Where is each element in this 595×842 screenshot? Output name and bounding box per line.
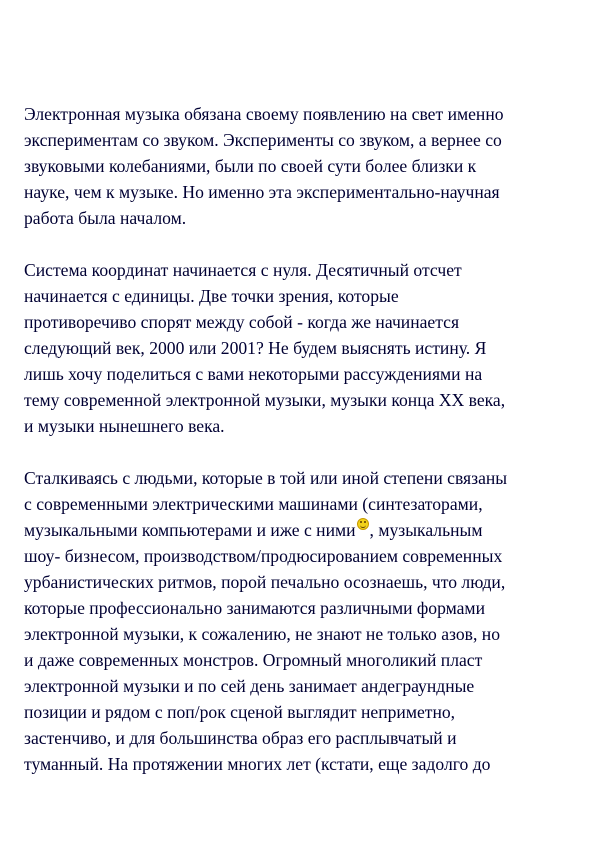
text-line: противоречиво спорят между собой - когда же начинается <box>24 312 460 332</box>
text-line: Система координат начинается с нуля. Десятичный отсчет <box>24 260 462 280</box>
text-line: которые профессионально занимаются различными формами <box>24 598 485 618</box>
text-line: и даже современных монстров. Огромный многоликий пласт <box>24 650 483 670</box>
text-fragment: музыкальными компьютерами и иже с ними <box>24 520 356 540</box>
paragraph-2 <box>24 257 576 439</box>
text-fragment: , музыкальным <box>369 520 483 540</box>
text-line: позиции и рядом с поп/рок сценой выглядит неприметно, <box>24 702 456 722</box>
paragraph-3 <box>24 465 576 777</box>
text-line: электронной музыки и по сей день занимает андеграундные <box>24 676 475 696</box>
text-line: лишь хочу поделиться с вами некоторыми рассуждениями на <box>24 364 483 384</box>
text-line: с современными электрическими машинами (синтезаторами, <box>24 494 483 514</box>
text-line: работа была началом. <box>24 208 187 228</box>
text-line: науке, чем к музыке. Но именно эта экспериментально-научная <box>24 182 500 202</box>
text-line: и музыки нынешнего века. <box>24 416 225 436</box>
text-line: шоу- бизнесом, производством/продюсированием современных <box>24 546 503 566</box>
text-line: туманный. На протяжении многих лет (кстати, еще задолго до <box>24 754 491 774</box>
text-line: экспериментам со звуком. Эксперименты со звуком, а вернее со <box>24 130 502 150</box>
text-line: начинается с единицы. Две точки зрения, которые <box>24 286 399 306</box>
text-line: звуковыми колебаниями, были по своей сути более близки к <box>24 156 477 176</box>
text-line: следующий век, 2000 или 2001? Не будем выяснять истину. Я <box>24 338 487 358</box>
text-line: застенчиво, и для большинства образ его расплывчатый и <box>24 728 457 748</box>
text-line: урбанистических ритмов, порой печально осознаешь, что люди, <box>24 572 506 592</box>
document-page <box>24 101 576 803</box>
smiley-icon <box>357 518 369 530</box>
paragraph-1 <box>24 101 576 231</box>
text-line: Электронная музыка обязана своему появлению на свет именно <box>24 104 504 124</box>
text-line-with-emoji <box>24 517 576 543</box>
text-line: Сталкиваясь с людьми, которые в той или иной степени связаны <box>24 468 508 488</box>
text-line: электронной музыки, к сожалению, не знают не только азов, но <box>24 624 500 644</box>
text-line: тему современной электронной музыки, музыки конца XX века, <box>24 390 506 410</box>
